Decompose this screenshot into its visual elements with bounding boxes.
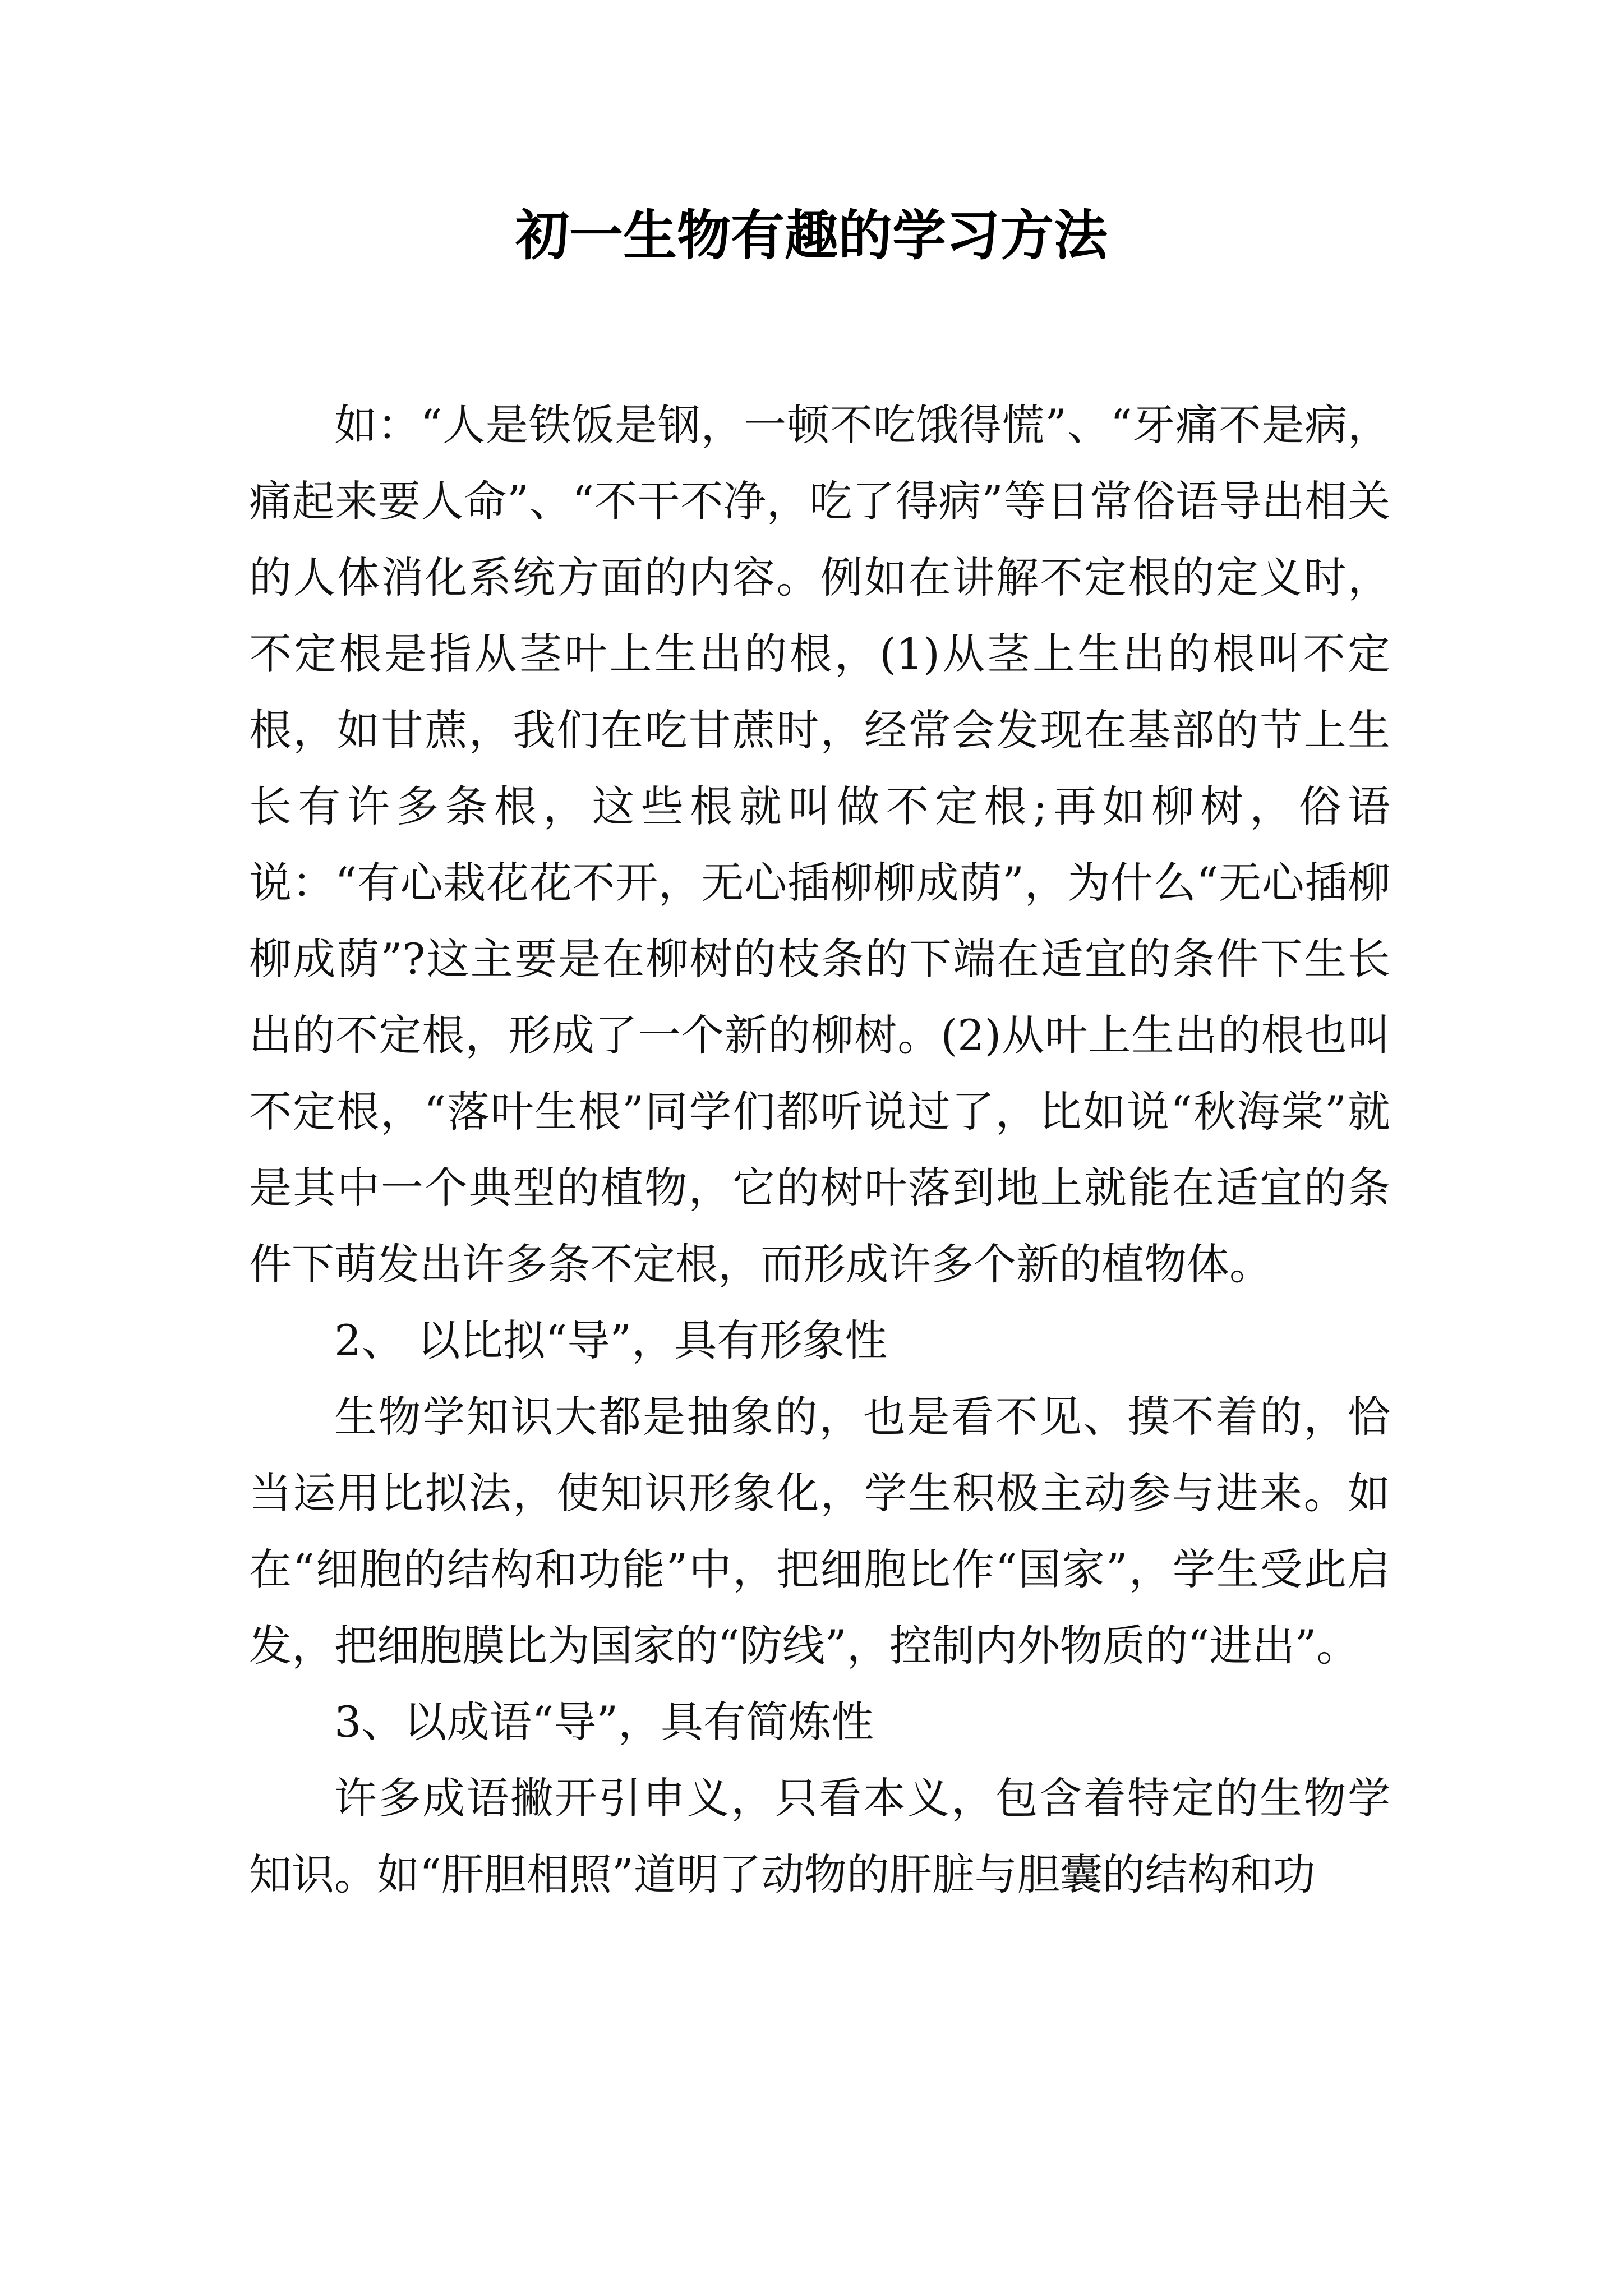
paragraph-idiom: 许多成语撇开引申义，只看本义，包含着特定的生物学知识。如“肝胆相照”道明了动物的肝脏与胆囊的结构和功 bbox=[249, 1773, 1390, 1899]
paragraph-intro: 如：“人是铁饭是钢，一顿不吃饿得慌”、“牙痛不是病，痛起来要人命”、“不干不净，吃了得病”等日常俗语导出相关的人体消化系统方面的内容。例如在讲解不定根的定义时，不定根是指从茎叶上生出的根，(1)从茎上生出的根叫不定根，如甘蔗，我们在吃甘蔗时，经常会发现在基部的节上生长有许多条根，这些根就叫做不定根;再如柳树，俗语说：“有心栽花花不开，无心插柳柳成荫”，为什么“无心插柳柳成荫”?这主要是在柳树的枝条的下端在适宜的条件下生长出的不定根，形成了一个新的柳树。(2)从叶上生出的根也叫不定根，“落叶生根”同学们都听说过了，比如说“秋海棠”就是其中一个典型的植物，它的树叶落到地上就能在适宜的条件下萌发出许多条不定根，而形成许多个新的植物体。 bbox=[249, 400, 1390, 1289]
paragraph-analogy: 生物学知识大都是抽象的，也是看不见、摸不着的，恰当运用比拟法，使知识形象化，学生积极主动参与进来。如在“细胞的结构和功能”中，把细胞比作“国家”，学生受此启发，把细胞膜比为国家的“防线”，控制内外物质的“进出”。 bbox=[249, 1392, 1390, 1671]
section-heading-idiom: 3、以成语“导”，具有简炼性 bbox=[334, 1697, 874, 1747]
section-heading-analogy: 2、 以比拟“导”，具有形象性 bbox=[334, 1315, 888, 1365]
document-title: 初一生物有趣的学习方法 bbox=[515, 204, 1108, 267]
document-body bbox=[249, 387, 1390, 1913]
